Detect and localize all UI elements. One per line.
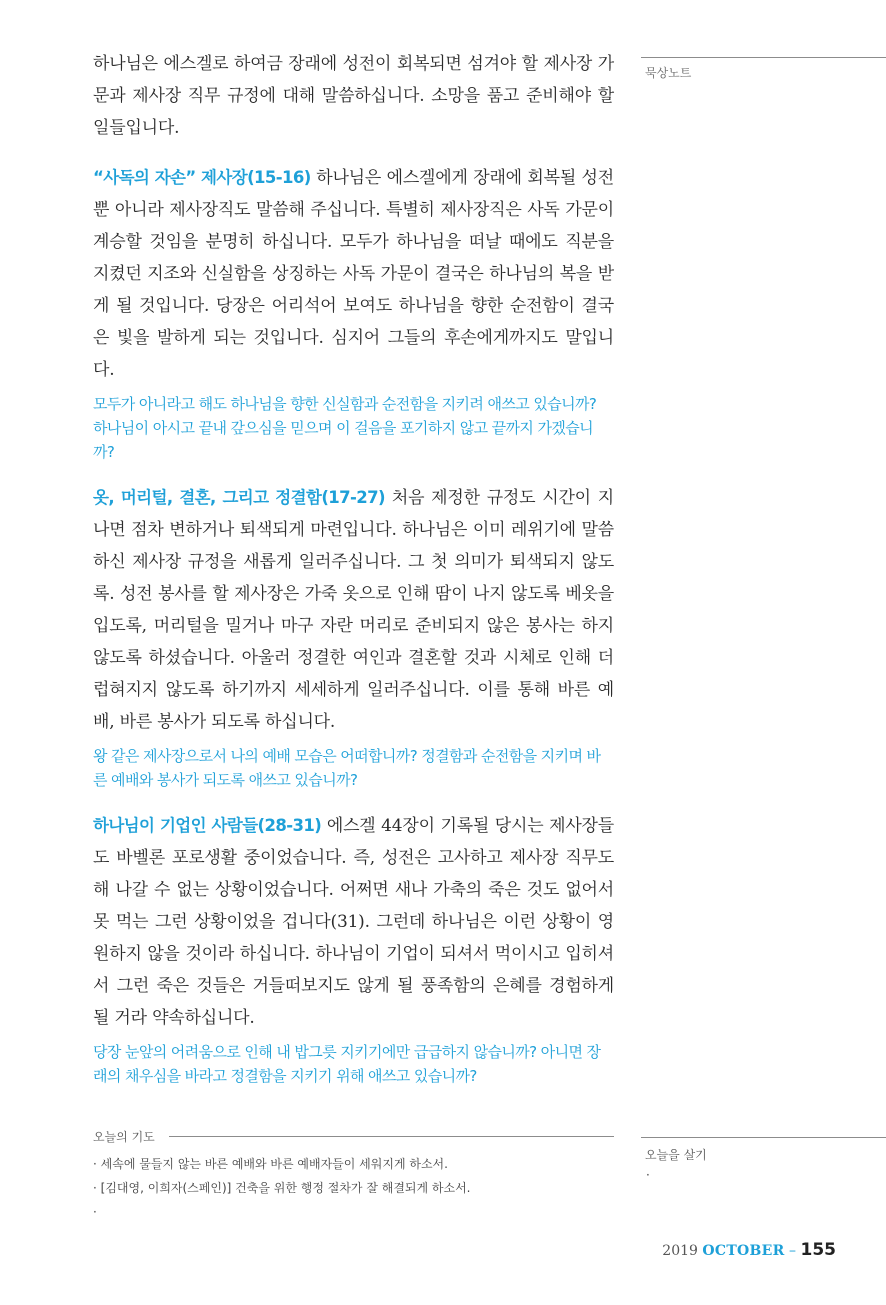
side-note-divider [641, 57, 886, 58]
section-3 [93, 810, 614, 1088]
footer-month: OCTOBER [702, 1243, 785, 1259]
live-label: 오늘을 살기 [645, 1148, 707, 1162]
footer-dash: – [789, 1243, 797, 1259]
prayer-header [93, 1128, 614, 1145]
footer-year: 2019 [662, 1243, 698, 1259]
main-column [93, 48, 614, 1088]
prayer-list [93, 1152, 614, 1224]
section-body: 하나님은 에스겔에게 장래에 회복될 성전 뿐 아니라 제사장직도 말씀해 주십니다. 특별히 제사장직은 사독 가문이 계승할 것임을 분명히 하십니다. 모두가 하나님을 떠날 때에도 직분을 지켰던 지조와 신실함을 상징하는 사독 가문이 결국은 하나님의 복을 받게 될 것입니다. 당장은 어리석어 보여도 하나님을 향한 순전함이 결국은 빛을 발하게 되는 것입니다. 심지어 그들의 후손에게까지도 말입니다. [93, 168, 614, 380]
reflection-question: 모두가 아니라고 해도 하나님을 향한 신실함과 순전함을 지키려 애쓰고 있습니까? 하나님이 아시고 끝내 갚으심을 믿으며 이 걸음을 포기하지 않고 끝까지 가겠습니까? [93, 395, 597, 461]
prayer-divider [169, 1136, 614, 1137]
section-paragraph [93, 810, 614, 1034]
reflection-question: 왕 같은 제사장으로서 나의 예배 모습은 어떠합니까? 정결함과 순전함을 지키며 바른 예배와 봉사가 되도록 애쓰고 있습니까? [93, 747, 601, 789]
section-heading: 하나님이 기업인 사람들(28-31) [93, 816, 322, 835]
intro-paragraph: 하나님은 에스겔로 하여금 장래에 성전이 회복되면 섬겨야 할 제사장 가문과 제사장 직무 규정에 대해 말씀하십니다. 소망을 품고 준비해야 할 일들입니다. [93, 54, 614, 138]
prayer-label: 오늘의 기도 [93, 1130, 155, 1144]
live-divider [641, 1137, 886, 1138]
prayer-item: · 세속에 물들지 않는 바른 예배와 바른 예배자들이 세워지게 하소서. [93, 1152, 614, 1176]
section-body: 에스겔 44장이 기록될 당시는 제사장들도 바벨론 포로생활 중이었습니다. 즉, 성전은 고사하고 제사장 직무도 해 나갈 수 없는 상황이었습니다. 어쩌면 새나 가축의 죽은 것도 없어서 못 먹는 그런 상황이었을 겁니다(31). 그런데 하나님은 이런 상황이 영원하지 않을 것이라 하십니다. 하나님이 기업이 되셔서 먹이시고 입히셔서 그런 죽은 것들은 거들떠보지도 않게 될 풍족함의 은혜를 경험하게 될 거라 약속하십니다. [93, 816, 614, 1028]
section-paragraph [93, 162, 614, 386]
section-heading: “사독의 자손” 제사장(15-16) [93, 168, 311, 187]
section-paragraph [93, 482, 614, 738]
live-bullet: · [646, 1168, 650, 1182]
page-number: 155 [800, 1240, 836, 1260]
prayer-item [93, 1200, 614, 1224]
prayer-item: · [김대영, 이희자(스페인)] 건축을 위한 행정 절차가 잘 해결되게 하소서. [93, 1176, 614, 1200]
page-footer [660, 1240, 836, 1260]
reflection-question: 당장 눈앞의 어려움으로 인해 내 밥그릇 지키기에만 급급하지 않습니까? 아니면 장래의 채우심을 바라고 정결함을 지키기 위해 애쓰고 있습니까? [93, 1043, 601, 1085]
section-2 [93, 482, 614, 792]
section-heading: 옷, 머리털, 결혼, 그리고 정결함(17-27) [93, 488, 385, 507]
side-note-label: 묵상노트 [645, 66, 692, 80]
section-body: 처음 제정한 규정도 시간이 지나면 점차 변하거나 퇴색되게 마련입니다. 하나님은 이미 레위기에 말씀하신 제사장 규정을 새롭게 일러주십니다. 그 첫 의미가 퇴색되지 않도록. 성전 봉사를 할 제사장은 가죽 옷으로 인해 땀이 나지 않도록 베옷을 입도록, 머리털을 밀거나 마구 자란 머리로 준비되지 않은 봉사는 하지 않도록 하셨습니다. 아울러 정결한 여인과 결혼할 것과 시체로 인해 더럽혀지지 않도록 하기까지 세세하게 일러주십니다. 이를 통해 바른 예배, 바른 봉사가 되도록 하십니다. [93, 488, 615, 732]
section-1 [93, 162, 614, 464]
